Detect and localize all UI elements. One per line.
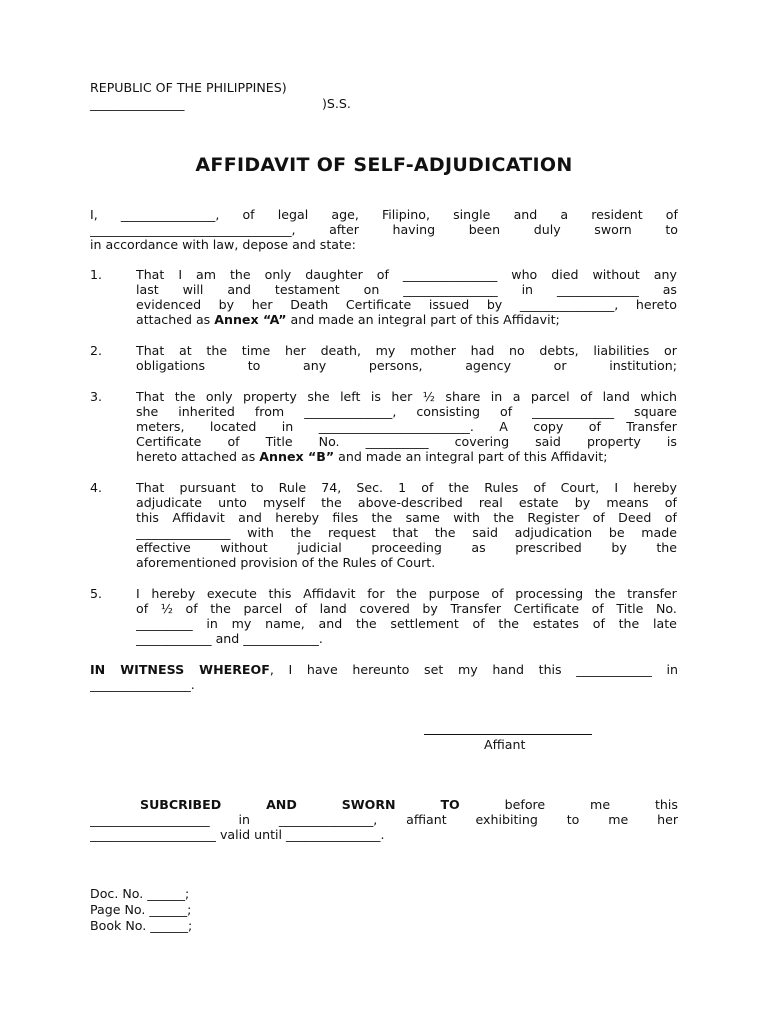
text-witness-l2: ________________. xyxy=(90,677,195,692)
text-items-0-l3-a: evidenced xyxy=(136,297,202,312)
text-items-2-l3-d: ________________________. xyxy=(318,419,474,434)
text-items-4-l1-k: the xyxy=(594,586,616,601)
text-jurat-l2-f: to xyxy=(566,812,580,827)
text-items-0-l1-k: without xyxy=(592,267,640,282)
text-intro-l1-c: of xyxy=(242,207,255,222)
text-items-1-l2-a: obligations xyxy=(136,358,206,373)
text-items-4-l2-h: covered xyxy=(359,601,410,616)
text-items-0-l1-c: am xyxy=(196,267,216,282)
text-items-0-l3-b: by xyxy=(218,297,235,312)
text-items-3-l2-b: unto xyxy=(218,495,247,510)
text-items-0-l1-d: the xyxy=(229,267,251,282)
text-jurat-l1-d: TO xyxy=(440,797,460,812)
text-items-2-l1-b: the xyxy=(174,389,196,404)
text-items-1-l1-i: had xyxy=(470,343,495,358)
text-items-3-l3-e: files xyxy=(332,510,359,525)
text-intro-l2-e: duly xyxy=(533,222,561,237)
text-items-4-l2-m: of xyxy=(591,601,604,616)
text-items-3-l1-e: 74, xyxy=(321,480,342,495)
text-line xyxy=(136,540,677,555)
text-items-3-l2-f: real xyxy=(478,495,503,510)
text-witness-l1-c: in xyxy=(666,662,678,677)
intro-line-2 xyxy=(90,222,678,237)
item-number: 1. xyxy=(90,267,103,282)
text-items-3-l1-m: Court, xyxy=(560,480,600,495)
text-items-3-l6: aforementioned provision of the Rules of Court. xyxy=(136,555,436,570)
text-line xyxy=(136,312,677,327)
text-items-3-l2-j: of xyxy=(664,495,677,510)
text-items-2-l3-h: Transfer xyxy=(626,419,677,434)
text-items-4-l3-m: the xyxy=(618,616,640,631)
text-items-0-l2-h: _____________ xyxy=(556,282,639,297)
text-items-2-l2-b: inherited xyxy=(178,404,235,419)
text-items-2-l2-d: ______________, xyxy=(304,404,397,419)
text-items-2-l5c: and made an integral part of this Affidavit; xyxy=(334,449,608,464)
text-items-3-l4-a: _______________ xyxy=(136,525,231,540)
text-items-4-l3-i: the xyxy=(498,616,520,631)
text-items-4-l1-d: this xyxy=(268,586,292,601)
text-items-2-l2-a: she xyxy=(136,404,159,419)
text-items-0-l2-i: as xyxy=(662,282,677,297)
text-items-4-l3-b: in xyxy=(206,616,218,631)
item-number: 3. xyxy=(90,389,103,404)
text-items-1-l1-e: her xyxy=(284,343,306,358)
text-line xyxy=(136,434,677,449)
text-intro-l1-h: and xyxy=(513,207,538,222)
text-items-3-l5-h: the xyxy=(656,540,677,555)
text-items-2-l3-c: in xyxy=(281,419,294,434)
text-items-2-l1-k: in xyxy=(490,389,503,404)
page-no: Page No. ______; xyxy=(90,902,192,917)
text-line xyxy=(90,812,678,827)
text-line xyxy=(136,510,677,525)
text-items-3-l1-h: of xyxy=(421,480,434,495)
signature-line xyxy=(424,734,592,735)
text-items-3-l1-n: I xyxy=(614,480,619,495)
text-items-3-l3-n: of xyxy=(664,510,677,525)
text-items-3-l5-d: proceeding xyxy=(371,540,442,555)
text-line xyxy=(136,404,677,419)
text-items-3-l5-e: as xyxy=(471,540,486,555)
text-items-3-l3-k: of xyxy=(592,510,605,525)
text-items-3-l1-j: Rules xyxy=(484,480,519,495)
text-items-2-l1-c: only xyxy=(205,389,233,404)
text-items-2-l2-f: of xyxy=(500,404,513,419)
text-intro-l1-a: I, xyxy=(90,207,98,222)
text-jurat-l2-e: exhibiting xyxy=(475,812,538,827)
text-jurat-l2-d: affiant xyxy=(406,812,447,827)
text-items-3-l5-c: judicial xyxy=(297,540,342,555)
text-intro-l1-g: single xyxy=(453,207,491,222)
header-ss: )S.S. xyxy=(322,96,351,111)
text-items-0-l4a: attached as xyxy=(136,312,215,327)
text-jurat-l1-c: SWORN xyxy=(341,797,396,812)
text-items-3-l2-i: means xyxy=(606,495,649,510)
text-items-3-l2-e: above-described xyxy=(357,495,463,510)
text-jurat-l2-b: in xyxy=(238,812,250,827)
text-items-0-l1-i: who xyxy=(511,267,538,282)
text-items-4-l1-i: of xyxy=(491,586,504,601)
text-items-0-l1-h: _______________ xyxy=(402,267,498,282)
text-items-3-l4-d: request xyxy=(327,525,376,540)
text-items-3-l5-a: effective xyxy=(136,540,191,555)
text-items-4-l3-d: name, xyxy=(265,616,305,631)
text-items-0-l1-j: died xyxy=(551,267,579,282)
text-jurat-l2-c: _______________, xyxy=(278,812,378,827)
text-items-1-l1-b: at xyxy=(179,343,192,358)
text-items-0-l2-b: will xyxy=(182,282,204,297)
text-items-4-l3-a: _________ xyxy=(136,616,193,631)
text-items-0-l2-c: and xyxy=(227,282,252,297)
text-items-3-l1-b: pursuant xyxy=(179,480,236,495)
text-items-4-l1-m: transfer xyxy=(627,586,677,601)
text-items-3-l5-g: by xyxy=(611,540,627,555)
text-items-0-l2-g: in xyxy=(521,282,534,297)
text-items-3-l2-a: adjudicate xyxy=(136,495,203,510)
text-items-2-l4-d: No. xyxy=(318,434,340,449)
text-items-4-l2-g: land xyxy=(319,601,347,616)
text-items-0-l3-e: Certificate xyxy=(345,297,412,312)
text-items-3-l3-m: Deed xyxy=(618,510,652,525)
text-items-2-l4-b: of xyxy=(227,434,240,449)
text-items-3-l1-k: of xyxy=(533,480,546,495)
text-items-0-l1-e: only xyxy=(264,267,292,282)
text-items-1-l2-d: persons, xyxy=(368,358,423,373)
text-items-2-l1-o: of xyxy=(580,389,593,404)
text-items-3-l3-g: same xyxy=(405,510,440,525)
text-items-4-l3-j: estates xyxy=(532,616,579,631)
text-items-0-l4c: and made an integral part of this Affidavit; xyxy=(286,312,560,327)
text-intro-l1-e: age, xyxy=(331,207,359,222)
text-line xyxy=(136,282,677,297)
text-intro-l1-i: a xyxy=(560,207,569,222)
text-items-0-l3-g: by xyxy=(486,297,503,312)
text-jurat-l1-b: AND xyxy=(266,797,297,812)
text-items-0-l3-f: issued xyxy=(428,297,470,312)
text-items-2-l1-j: share xyxy=(445,389,481,404)
text-items-2-l3-f: copy xyxy=(533,419,564,434)
text-items-2-l1-g: is xyxy=(370,389,381,404)
text-items-3-l1-a: That xyxy=(136,480,165,495)
text-items-0-l2-f: _______________ xyxy=(403,282,498,297)
book-no: Book No. ______; xyxy=(90,918,193,933)
text-items-3-l4-e: that xyxy=(392,525,419,540)
text-items-4-l3-g: settlement xyxy=(390,616,459,631)
text-intro-l2-c: having xyxy=(392,222,436,237)
text-items-4-l3-e: and xyxy=(318,616,343,631)
text-items-0-l2-a: last xyxy=(136,282,159,297)
text-jurat-l2-g: me xyxy=(608,812,629,827)
text-items-0-l1-m: any xyxy=(653,267,677,282)
intro-line-3: in accordance with law, depose and state: xyxy=(90,237,356,252)
text-items-4-l3-c: my xyxy=(231,616,252,631)
text-items-2-l1-h: her xyxy=(391,389,413,404)
text-items-2-l1-e: she xyxy=(307,389,330,404)
text-items-4-l3-h: of xyxy=(472,616,485,631)
text-items-3-l4-c: the xyxy=(290,525,312,540)
text-items-0-l2-e: on xyxy=(363,282,380,297)
text-items-1-l1-g: my xyxy=(375,343,396,358)
text-line xyxy=(136,419,677,434)
text-line xyxy=(136,525,677,540)
text-items-4-l1-j: processing xyxy=(515,586,584,601)
text-items-1-l2-g: institution; xyxy=(609,358,677,373)
page-title: AFFIDAVIT OF SELF-ADJUDICATION xyxy=(195,154,573,176)
text-items-1-l1-k: debts, xyxy=(539,343,579,358)
text-items-3-l4-h: adjudication xyxy=(514,525,593,540)
text-items-3-l1-g: 1 xyxy=(398,480,407,495)
text-items-3-l4-g: said xyxy=(472,525,498,540)
text-items-0-l1-g: of xyxy=(376,267,389,282)
text-items-2-l4-a: Certificate xyxy=(136,434,202,449)
text-items-3-l1-i: the xyxy=(448,480,470,495)
text-items-2-l3-g: of xyxy=(588,419,601,434)
text-items-4-l1-f: for xyxy=(367,586,385,601)
text-intro-l1-f: Filipino, xyxy=(381,207,430,222)
witness-bold: IN WITNESS WHEREOF xyxy=(90,662,270,677)
text-items-3-l3-j: Register xyxy=(527,510,580,525)
text-items-2-l3-b: located xyxy=(209,419,257,434)
text-items-2-l4-f: covering xyxy=(454,434,510,449)
text-items-2-l1-p: land xyxy=(602,389,630,404)
text-line xyxy=(140,797,678,812)
text-items-2-l4-h: property xyxy=(586,434,641,449)
text-items-1-l1-m: liabilities xyxy=(593,343,650,358)
text-intro-l1-k: of xyxy=(665,207,678,222)
text-intro-l1-b: _______________, xyxy=(120,207,220,222)
text-items-0-l1-f: daughter xyxy=(305,267,363,282)
text-items-4-l1-h: purpose xyxy=(428,586,480,601)
item-number: 2. xyxy=(90,343,103,358)
text-intro-l2-a: ________________________________, xyxy=(90,222,296,237)
text-items-0-l3-d: Death xyxy=(290,297,329,312)
doc-no: Doc. No. ______; xyxy=(90,886,190,901)
text-items-3-l2-c: myself xyxy=(262,495,305,510)
text-items-0-l1-b: I xyxy=(178,267,183,282)
header-blank: _______________ xyxy=(90,96,185,111)
text-items-0-l3-c: her xyxy=(251,297,273,312)
text-jurat-l1-a: SUBCRIBED xyxy=(140,797,222,812)
text-items-4-l1-c: execute xyxy=(206,586,257,601)
text-items-4-l2-i: by xyxy=(422,601,438,616)
text-items-1-l2-b: to xyxy=(247,358,261,373)
text-items-4-l3-n: late xyxy=(653,616,677,631)
text-items-2-l2-h: square xyxy=(634,404,677,419)
text-items-2-l2-e: consisting xyxy=(416,404,481,419)
text-items-3-l5-b: without xyxy=(220,540,268,555)
text-items-3-l4-j: made xyxy=(641,525,677,540)
text-items-2-l3-a: meters, xyxy=(136,419,185,434)
text-items-4-l1-a: I xyxy=(136,586,140,601)
text-line xyxy=(136,358,677,373)
text-items-2-l4-g: said xyxy=(535,434,561,449)
item-number: 4. xyxy=(90,480,103,495)
text-items-0-l1-a: That xyxy=(136,267,165,282)
text-items-4-l2-o: No. xyxy=(655,601,677,616)
text-intro-l1-d: legal xyxy=(277,207,309,222)
text-line xyxy=(136,616,677,631)
text-items-4-l2-b: ½ xyxy=(160,601,173,616)
text-items-2-l4-i: is xyxy=(666,434,677,449)
text-items-0-l3-h: _______________, xyxy=(519,297,619,312)
text-items-4-l1-g: the xyxy=(396,586,417,601)
text-jurat-l1-e: before xyxy=(504,797,546,812)
text-items-4-l2-e: parcel xyxy=(243,601,283,616)
text-items-3-l3-h: with xyxy=(453,510,480,525)
text-line xyxy=(136,389,677,404)
text-items-4-l2-d: the xyxy=(210,601,231,616)
item-number: 5. xyxy=(90,586,103,601)
text-jurat-l2-a: ___________________ xyxy=(90,812,210,827)
text-items-4-l2-n: Title xyxy=(616,601,644,616)
text-items-0-l3-i: hereto xyxy=(635,297,677,312)
text-intro-l2-g: to xyxy=(665,222,678,237)
text-items-4-l3-k: of xyxy=(592,616,605,631)
text-items-2-l3-e: A xyxy=(499,419,508,434)
text-line xyxy=(136,267,677,282)
text-items-1-l1-a: That xyxy=(136,343,165,358)
text-line xyxy=(136,586,677,601)
annex-b: Annex “B” xyxy=(259,449,335,464)
text-line xyxy=(136,297,677,312)
text-intro-l2-f: sworn xyxy=(594,222,632,237)
intro-line-1 xyxy=(90,207,678,222)
annex-a: Annex “A” xyxy=(214,312,287,327)
text-items-2-l1-d: property xyxy=(242,389,297,404)
text-items-3-l3-d: hereby xyxy=(275,510,320,525)
text-items-4-l2-j: Transfer xyxy=(450,601,502,616)
text-items-3-l2-h: by xyxy=(574,495,591,510)
text-items-3-l4-b: with xyxy=(247,525,274,540)
text-line xyxy=(90,662,562,677)
text-items-2-l1-a: That xyxy=(136,389,165,404)
text-jurat-l1-g: this xyxy=(654,797,678,812)
text-items-2-l4-c: Title xyxy=(265,434,293,449)
text-items-4-l1-e: Affidavit xyxy=(303,586,356,601)
text-items-3-l5-f: prescribed xyxy=(515,540,582,555)
text-items-3-l3-a: this xyxy=(136,510,159,525)
text-items-4-l2-k: Certificate xyxy=(513,601,580,616)
text-line xyxy=(136,343,677,358)
text-line xyxy=(136,480,677,495)
text-jurat-l2-h: her xyxy=(657,812,678,827)
text-items-3-l1-o: hereby xyxy=(633,480,677,495)
text-items-1-l2-c: any xyxy=(303,358,327,373)
text-line xyxy=(90,662,678,677)
text-items-4-l2-c: of xyxy=(185,601,198,616)
text-items-2-l1-m: a xyxy=(512,389,521,404)
text-jurat-l1-f: me xyxy=(590,797,611,812)
text-items-1-l1-n: or xyxy=(664,343,677,358)
text-items-2-l2-g: _____________ xyxy=(532,404,615,419)
text-items-3-l3-i: the xyxy=(493,510,515,525)
text-items-4-l1-b: hereby xyxy=(151,586,196,601)
text-items-1-l2-f: or xyxy=(553,358,567,373)
text-intro-l1-j: resident xyxy=(591,207,643,222)
text-items-3-l1-f: Sec. xyxy=(356,480,384,495)
text-items-3-l1-d: Rule xyxy=(278,480,307,495)
text-jurat-l3: ____________________ valid until _______________. xyxy=(90,827,385,842)
text-items-3-l1-c: to xyxy=(250,480,264,495)
text-items-3-l3-c: and xyxy=(238,510,262,525)
text-items-1-l1-j: no xyxy=(509,343,525,358)
text-items-3-l2-d: the xyxy=(321,495,342,510)
text-items-2-l5a: hereto attached as xyxy=(136,449,260,464)
text-items-4-l4: ____________ and ____________. xyxy=(136,631,323,646)
header-republic: REPUBLIC OF THE PHILIPPINES) xyxy=(90,80,287,95)
text-items-1-l2-e: agency xyxy=(465,358,512,373)
text-items-4-l2-f: of xyxy=(294,601,307,616)
text-items-0-l2-d: testament xyxy=(274,282,340,297)
text-line xyxy=(136,449,677,464)
text-items-2-l1-n: parcel xyxy=(530,389,570,404)
affiant-label: Affiant xyxy=(484,737,526,752)
text-items-1-l1-d: time xyxy=(241,343,271,358)
text-items-2-l1-q: which xyxy=(640,389,677,404)
text-witness-l1-b: ____________ xyxy=(576,662,652,677)
text-items-3-l3-f: the xyxy=(371,510,393,525)
text-items-1-l1-h: mother xyxy=(410,343,456,358)
text-items-3-l4-f: the xyxy=(434,525,456,540)
text-items-4-l3-f: the xyxy=(355,616,377,631)
text-line xyxy=(136,495,677,510)
text-items-4-l2-a: of xyxy=(136,601,149,616)
text-line xyxy=(136,601,677,616)
text-items-3-l2-g: estate xyxy=(518,495,559,510)
text-items-1-l1-f: death, xyxy=(320,343,361,358)
text-items-3-l3-b: Affidavit xyxy=(172,510,225,525)
text-items-2-l2-c: from xyxy=(254,404,285,419)
text-items-3-l4-i: be xyxy=(608,525,625,540)
text-items-1-l1-c: the xyxy=(206,343,228,358)
text-intro-l2-b: after xyxy=(329,222,359,237)
text-witness-l1-a: , I have hereunto set my hand this xyxy=(269,662,562,677)
text-items-2-l1-f: left xyxy=(340,389,361,404)
text-items-2-l4-e: __________ xyxy=(365,434,429,449)
text-items-2-l1-i: ½ xyxy=(422,389,435,404)
text-intro-l2-d: been xyxy=(468,222,501,237)
